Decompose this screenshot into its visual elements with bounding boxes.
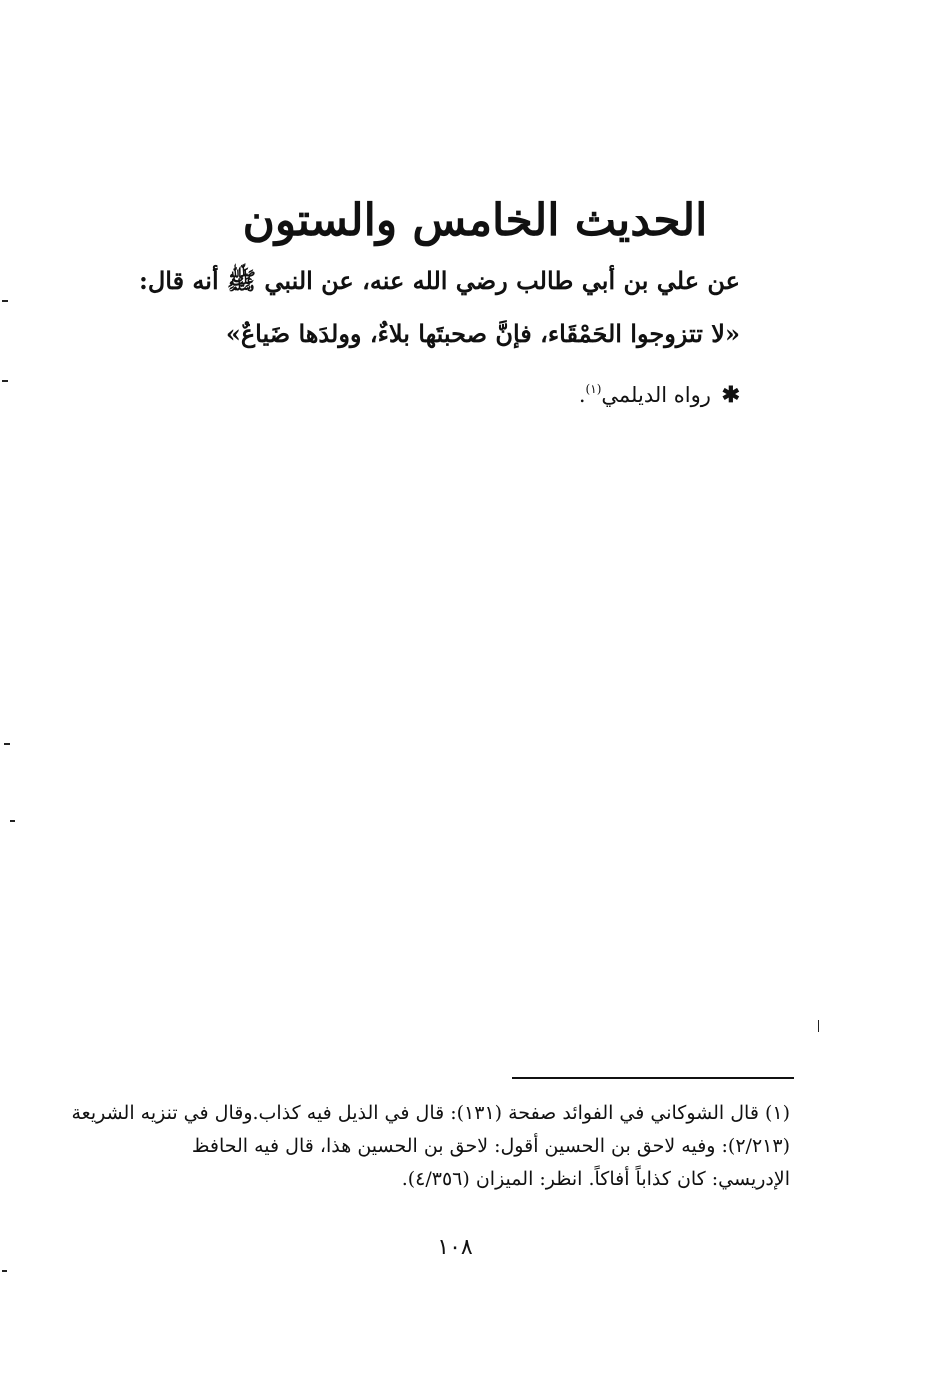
footnote-reference: (١) xyxy=(585,382,602,396)
narration-source: رواه الديلمي xyxy=(601,383,711,407)
narration-end: . xyxy=(578,383,586,407)
hadith-text: «لا تتزوجوا الحَمْقَاء، فإنَّ صحبتَها بلاءٌ، وولدَها ضَياعٌ» xyxy=(225,319,740,348)
scan-speck xyxy=(2,1270,7,1272)
scan-speck xyxy=(10,820,15,822)
footnote xyxy=(71,1097,790,1196)
asterisk-icon: ✱ xyxy=(721,382,740,408)
footnote-line: (١) قال الشوكاني في الفوائد صفحة (١٣١): قال في الذيل فيه كذاب.وقال في تنزيه الشريعة xyxy=(71,1102,790,1124)
footnote-line: الإدريسي: كان كذاباً أفاكاً. انظر: الميزان (٤/٣٥٦). xyxy=(401,1168,790,1190)
scan-speck xyxy=(4,743,10,745)
page-number: ١٠٨ xyxy=(437,1235,473,1260)
scan-speck xyxy=(818,1020,819,1032)
scan-speck xyxy=(2,300,8,302)
scan-speck xyxy=(2,380,8,382)
narration-line xyxy=(180,369,740,415)
footnote-line: (٢/٢١٣): وفيه لاحق بن الحسين أقول: لاحق بن الحسين هذا، قال فيه الحافظ xyxy=(191,1135,790,1157)
footnote-divider xyxy=(512,1077,794,1079)
hadith-heading: الحديث الخامس والستون xyxy=(242,195,708,246)
hadith-chain: عن علي بن أبي طالب رضي الله عنه، عن النبي ﷺ أنه قال: xyxy=(138,266,740,295)
